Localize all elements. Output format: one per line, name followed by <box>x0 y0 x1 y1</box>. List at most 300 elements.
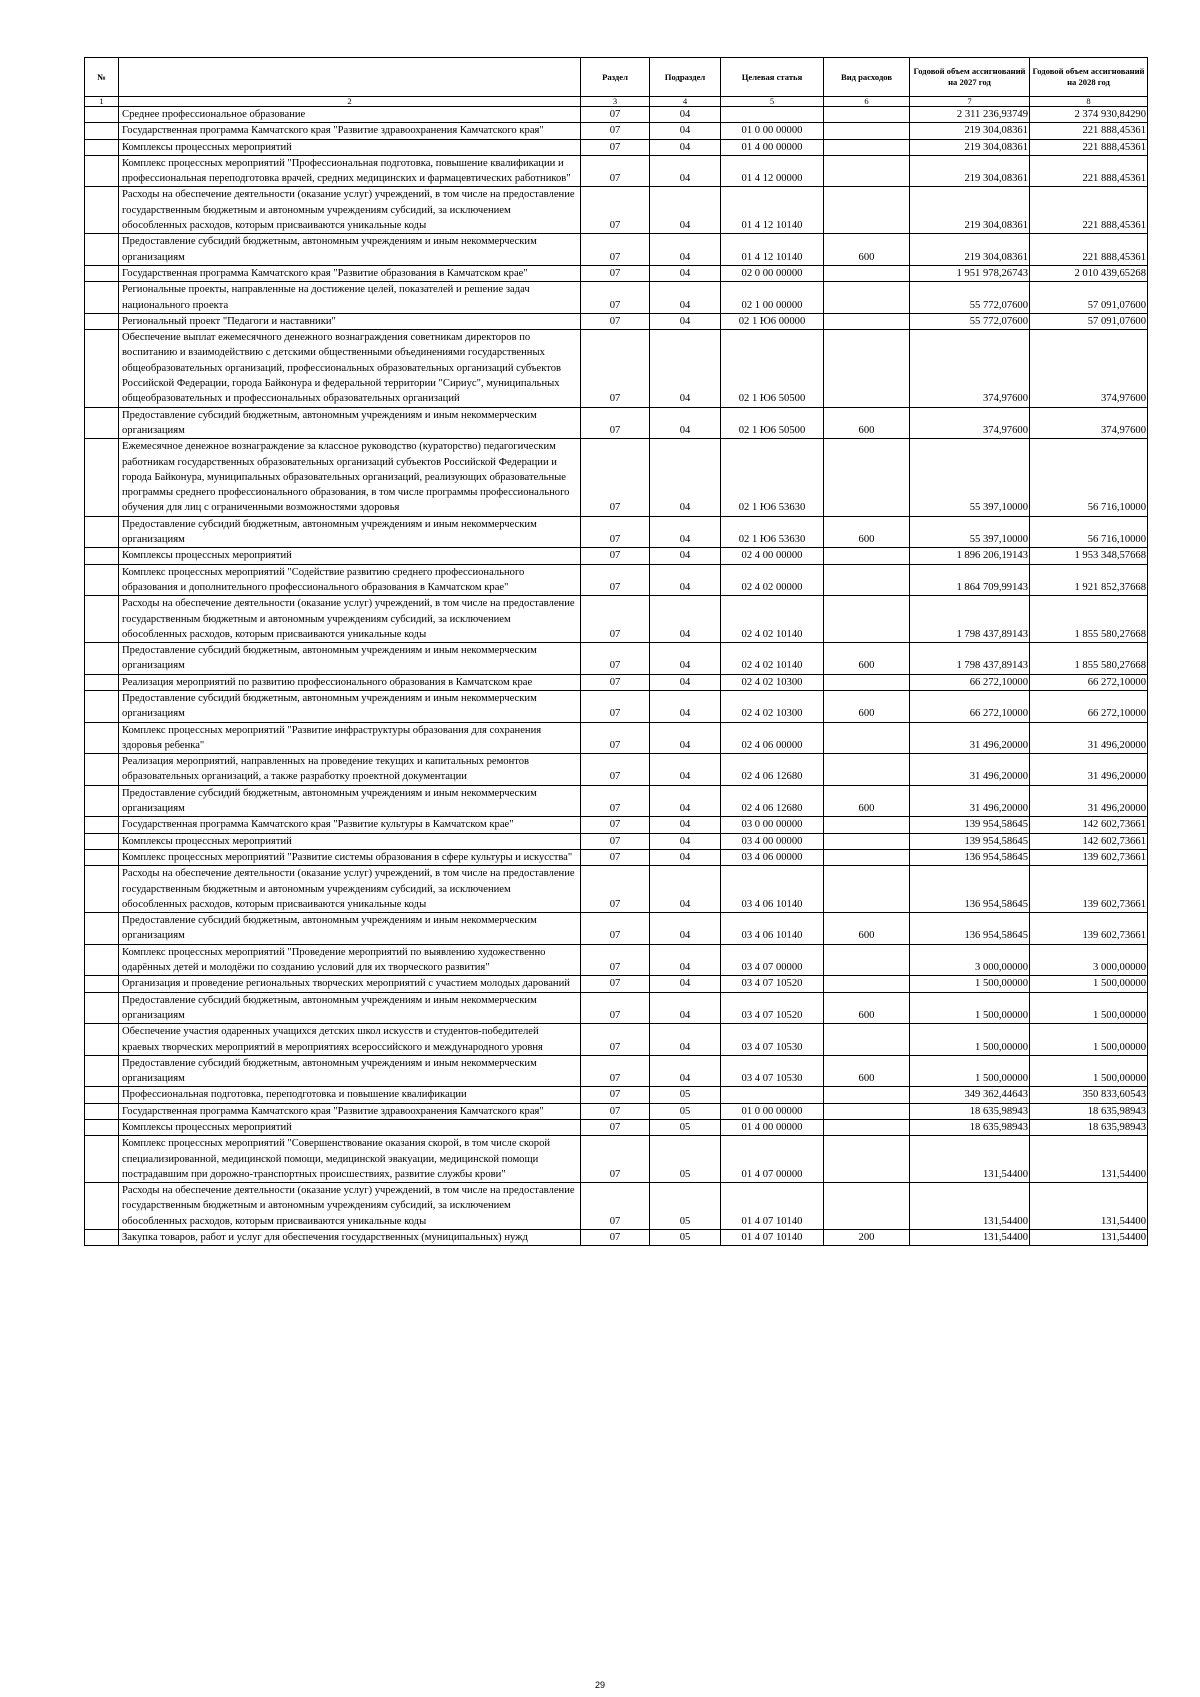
budget-table <box>84 57 1148 1246</box>
row-amount-2028: 1 500,00000 <box>1030 976 1148 992</box>
table-row <box>85 407 1148 439</box>
row-amount-2027: 18 635,98943 <box>910 1120 1030 1136</box>
row-amount-2028: 18 635,98943 <box>1030 1120 1148 1136</box>
row-target: 02 4 02 10140 <box>721 643 824 675</box>
row-target: 03 4 07 10530 <box>721 1024 824 1056</box>
row-target: 01 4 07 10140 <box>721 1230 824 1246</box>
column-number: 7 <box>910 97 1030 107</box>
row-name: Комплексы процессных мероприятий <box>119 548 581 564</box>
row-amount-2027: 31 496,20000 <box>910 754 1030 786</box>
row-name: Государственная программа Камчатского края "Развитие здравоохранения Камчатского края" <box>119 123 581 139</box>
row-number <box>85 1136 119 1183</box>
row-number <box>85 913 119 945</box>
row-number <box>85 1103 119 1119</box>
header-2027: Годовой объем ассигнований на 2027 год <box>910 58 1030 97</box>
header-razdel: Раздел <box>581 58 650 97</box>
row-vid <box>824 1183 910 1230</box>
row-amount-2027: 219 304,08361 <box>910 155 1030 187</box>
row-target: 01 4 12 10140 <box>721 234 824 266</box>
row-podrazdel: 05 <box>650 1183 721 1230</box>
row-podrazdel: 04 <box>650 155 721 187</box>
header-2028: Годовой объем ассигнований на 2028 год <box>1030 58 1148 97</box>
row-vid <box>824 439 910 516</box>
table-row <box>85 564 1148 596</box>
header-vid: Вид расходов <box>824 58 910 97</box>
row-amount-2028: 57 091,07600 <box>1030 313 1148 329</box>
table-row <box>85 754 1148 786</box>
row-podrazdel: 04 <box>650 674 721 690</box>
row-target <box>721 1087 824 1103</box>
row-amount-2027: 139 954,58645 <box>910 817 1030 833</box>
row-number <box>85 944 119 976</box>
row-amount-2027: 1 500,00000 <box>910 992 1030 1024</box>
row-amount-2027: 55 772,07600 <box>910 282 1030 314</box>
row-razdel: 07 <box>581 849 650 865</box>
table-row <box>85 913 1148 945</box>
row-razdel: 07 <box>581 913 650 945</box>
row-vid <box>824 155 910 187</box>
row-vid: 600 <box>824 992 910 1024</box>
table-row <box>85 123 1148 139</box>
row-vid: 600 <box>824 643 910 675</box>
row-name: Государственная программа Камчатского края "Развитие культуры в Камчатском крае" <box>119 817 581 833</box>
row-podrazdel: 04 <box>650 439 721 516</box>
row-amount-2028: 66 272,10000 <box>1030 674 1148 690</box>
row-number <box>85 313 119 329</box>
row-target: 03 4 06 10140 <box>721 866 824 913</box>
row-target: 02 1 Ю6 53630 <box>721 439 824 516</box>
row-target: 02 4 00 00000 <box>721 548 824 564</box>
row-number <box>85 1183 119 1230</box>
row-amount-2028: 2 010 439,65268 <box>1030 265 1148 281</box>
row-name: Предоставление субсидий бюджетным, автономным учреждениям и иным некоммерческим организациям <box>119 516 581 548</box>
row-target: 03 4 07 10520 <box>721 976 824 992</box>
row-razdel: 07 <box>581 1055 650 1087</box>
table-row <box>85 1136 1148 1183</box>
row-amount-2028: 1 921 852,37668 <box>1030 564 1148 596</box>
row-podrazdel: 04 <box>650 690 721 722</box>
row-amount-2027: 374,97600 <box>910 407 1030 439</box>
row-number <box>85 155 119 187</box>
row-razdel: 07 <box>581 1136 650 1183</box>
row-podrazdel: 04 <box>650 407 721 439</box>
row-name: Профессиональная подготовка, переподготовка и повышение квалификации <box>119 1087 581 1103</box>
row-amount-2028: 31 496,20000 <box>1030 722 1148 754</box>
row-razdel: 07 <box>581 976 650 992</box>
row-name: Среднее профессиональное образование <box>119 107 581 123</box>
row-amount-2027: 1 896 206,19143 <box>910 548 1030 564</box>
row-podrazdel: 04 <box>650 722 721 754</box>
row-vid <box>824 866 910 913</box>
row-amount-2027: 66 272,10000 <box>910 690 1030 722</box>
row-podrazdel: 04 <box>650 944 721 976</box>
row-name: Расходы на обеспечение деятельности (оказание услуг) учреждений, в том числе на предоставление государственным бюджетным и автономным учреждениям субсидий, за исключением обособленных расходов, которым присваиваются уникальные коды <box>119 187 581 234</box>
table-row <box>85 944 1148 976</box>
row-podrazdel: 04 <box>650 187 721 234</box>
row-razdel: 07 <box>581 690 650 722</box>
row-podrazdel: 04 <box>650 754 721 786</box>
row-name: Комплекс процессных мероприятий "Содействие развитию среднего профессионального образования и дополнительного профессионального образования в Камчатском крае" <box>119 564 581 596</box>
row-vid <box>824 330 910 407</box>
row-podrazdel: 04 <box>650 596 721 643</box>
row-razdel: 07 <box>581 155 650 187</box>
row-vid: 600 <box>824 407 910 439</box>
page-number: 29 <box>594 1680 605 1690</box>
table-row <box>85 107 1148 123</box>
row-amount-2027: 18 635,98943 <box>910 1103 1030 1119</box>
row-amount-2028: 139 602,73661 <box>1030 913 1148 945</box>
row-target: 02 4 02 10140 <box>721 596 824 643</box>
row-target: 03 4 06 10140 <box>721 913 824 945</box>
row-number <box>85 439 119 516</box>
row-vid <box>824 817 910 833</box>
row-razdel: 07 <box>581 516 650 548</box>
row-amount-2027: 3 000,00000 <box>910 944 1030 976</box>
row-amount-2028: 139 602,73661 <box>1030 849 1148 865</box>
row-amount-2027: 136 954,58645 <box>910 866 1030 913</box>
row-number <box>85 722 119 754</box>
row-podrazdel: 04 <box>650 139 721 155</box>
row-amount-2028: 131,54400 <box>1030 1136 1148 1183</box>
row-name: Обеспечение выплат ежемесячного денежного вознаграждения советникам директоров по воспитанию и взаимодействию с детскими общественными объединениями государственных общеобразовательных организаций, профессиональных образовательных организаций субъектов Российской Федерации, города Байконура и федеральной территории "Сириус", муниципальных общеобразовательных и профессиональных образовательных организаций <box>119 330 581 407</box>
row-razdel: 07 <box>581 785 650 817</box>
row-number <box>85 407 119 439</box>
row-podrazdel: 04 <box>650 564 721 596</box>
column-number: 4 <box>650 97 721 107</box>
row-razdel: 07 <box>581 944 650 976</box>
row-podrazdel: 04 <box>650 107 721 123</box>
row-podrazdel: 04 <box>650 849 721 865</box>
row-amount-2028: 142 602,73661 <box>1030 833 1148 849</box>
row-amount-2027: 31 496,20000 <box>910 722 1030 754</box>
row-razdel: 07 <box>581 407 650 439</box>
row-target: 03 4 07 10520 <box>721 992 824 1024</box>
row-amount-2028: 1 855 580,27668 <box>1030 643 1148 675</box>
row-podrazdel: 04 <box>650 913 721 945</box>
row-number <box>85 1055 119 1087</box>
table-row <box>85 1024 1148 1056</box>
row-number <box>85 596 119 643</box>
row-vid: 600 <box>824 690 910 722</box>
row-name: Комплекс процессных мероприятий "Развитие системы образования в сфере культуры и искусства" <box>119 849 581 865</box>
row-razdel: 07 <box>581 139 650 155</box>
row-name: Предоставление субсидий бюджетным, автономным учреждениям и иным некоммерческим организациям <box>119 992 581 1024</box>
row-amount-2028: 66 272,10000 <box>1030 690 1148 722</box>
row-vid <box>824 1103 910 1119</box>
row-razdel: 07 <box>581 674 650 690</box>
row-number <box>85 833 119 849</box>
row-name: Комплексы процессных мероприятий <box>119 1120 581 1136</box>
row-amount-2028: 131,54400 <box>1030 1230 1148 1246</box>
row-amount-2027: 1 864 709,99143 <box>910 564 1030 596</box>
row-amount-2027: 374,97600 <box>910 330 1030 407</box>
row-amount-2028: 221 888,45361 <box>1030 234 1148 266</box>
row-target: 02 0 00 00000 <box>721 265 824 281</box>
row-target: 02 1 Ю6 50500 <box>721 330 824 407</box>
row-name: Реализация мероприятий, направленных на проведение текущих и капитальных ремонтов образовательных организаций, а также разработку проектной документации <box>119 754 581 786</box>
row-amount-2027: 55 397,10000 <box>910 516 1030 548</box>
row-razdel: 07 <box>581 548 650 564</box>
row-podrazdel: 04 <box>650 1024 721 1056</box>
row-vid <box>824 107 910 123</box>
row-razdel: 07 <box>581 817 650 833</box>
row-number <box>85 690 119 722</box>
row-razdel: 07 <box>581 123 650 139</box>
row-razdel: 07 <box>581 439 650 516</box>
table-row <box>85 516 1148 548</box>
row-vid <box>824 976 910 992</box>
row-number <box>85 516 119 548</box>
row-amount-2028: 1 500,00000 <box>1030 1024 1148 1056</box>
row-amount-2027: 1 951 978,26743 <box>910 265 1030 281</box>
row-number <box>85 282 119 314</box>
row-amount-2027: 219 304,08361 <box>910 139 1030 155</box>
row-vid <box>824 123 910 139</box>
row-podrazdel: 04 <box>650 976 721 992</box>
row-name: Государственная программа Камчатского края "Развитие образования в Камчатском крае" <box>119 265 581 281</box>
table-row <box>85 976 1148 992</box>
row-target: 03 4 07 10530 <box>721 1055 824 1087</box>
row-target: 02 4 06 12680 <box>721 754 824 786</box>
row-amount-2027: 136 954,58645 <box>910 913 1030 945</box>
row-number <box>85 1024 119 1056</box>
row-amount-2027: 131,54400 <box>910 1136 1030 1183</box>
table-row <box>85 234 1148 266</box>
header-name <box>119 58 581 97</box>
row-amount-2027: 219 304,08361 <box>910 234 1030 266</box>
row-vid <box>824 754 910 786</box>
table-row <box>85 313 1148 329</box>
table-row <box>85 992 1148 1024</box>
table-row <box>85 330 1148 407</box>
row-name: Расходы на обеспечение деятельности (оказание услуг) учреждений, в том числе на предоставление государственным бюджетным и автономным учреждениям субсидий, за исключением обособленных расходов, которым присваиваются уникальные коды <box>119 596 581 643</box>
row-target: 02 1 Ю6 53630 <box>721 516 824 548</box>
row-razdel: 07 <box>581 833 650 849</box>
row-name: Организация и проведение региональных творческих мероприятий с участием молодых дарований <box>119 976 581 992</box>
row-podrazdel: 04 <box>650 548 721 564</box>
row-number <box>85 1120 119 1136</box>
row-razdel: 07 <box>581 234 650 266</box>
row-podrazdel: 04 <box>650 330 721 407</box>
row-podrazdel: 04 <box>650 516 721 548</box>
column-number: 2 <box>119 97 581 107</box>
row-razdel: 07 <box>581 1087 650 1103</box>
row-number <box>85 643 119 675</box>
row-amount-2027: 55 397,10000 <box>910 439 1030 516</box>
row-number <box>85 866 119 913</box>
row-vid: 600 <box>824 1055 910 1087</box>
row-vid <box>824 722 910 754</box>
table-row <box>85 1183 1148 1230</box>
row-razdel: 07 <box>581 1183 650 1230</box>
row-name: Комплексы процессных мероприятий <box>119 139 581 155</box>
table-row <box>85 265 1148 281</box>
row-amount-2027: 131,54400 <box>910 1230 1030 1246</box>
row-target: 01 0 00 00000 <box>721 1103 824 1119</box>
row-number <box>85 139 119 155</box>
row-name: Государственная программа Камчатского края "Развитие здравоохранения Камчатского края" <box>119 1103 581 1119</box>
row-amount-2028: 18 635,98943 <box>1030 1103 1148 1119</box>
row-name: Предоставление субсидий бюджетным, автономным учреждениям и иным некоммерческим организациям <box>119 643 581 675</box>
row-target: 01 4 07 00000 <box>721 1136 824 1183</box>
row-number <box>85 849 119 865</box>
row-amount-2027: 131,54400 <box>910 1183 1030 1230</box>
row-number <box>85 107 119 123</box>
row-number <box>85 674 119 690</box>
row-vid <box>824 187 910 234</box>
row-podrazdel: 04 <box>650 866 721 913</box>
row-amount-2028: 139 602,73661 <box>1030 866 1148 913</box>
row-target: 02 4 02 10300 <box>721 674 824 690</box>
table-row <box>85 439 1148 516</box>
row-amount-2028: 350 833,60543 <box>1030 1087 1148 1103</box>
row-target: 02 4 06 00000 <box>721 722 824 754</box>
row-amount-2028: 142 602,73661 <box>1030 817 1148 833</box>
row-name: Ежемесячное денежное вознаграждение за классное руководство (кураторство) педагогическим работникам государственных образовательных организаций субъектов Российской Федерации и города Байконура, муниципальных образовательных организаций, реализующих образовательные программы среднего профессионального образования, в том числе программы профессионального обучения для лиц с ограниченными возможностями здоровья <box>119 439 581 516</box>
row-amount-2027: 1 500,00000 <box>910 976 1030 992</box>
row-vid: 600 <box>824 785 910 817</box>
row-razdel: 07 <box>581 187 650 234</box>
row-name: Предоставление субсидий бюджетным, автономным учреждениям и иным некоммерческим организациям <box>119 913 581 945</box>
row-name: Региональные проекты, направленные на достижение целей, показателей и решение задач национального проекта <box>119 282 581 314</box>
row-target: 02 4 02 10300 <box>721 690 824 722</box>
row-target: 02 1 Ю6 50500 <box>721 407 824 439</box>
row-razdel: 07 <box>581 643 650 675</box>
row-target: 03 0 00 00000 <box>721 817 824 833</box>
row-amount-2028: 57 091,07600 <box>1030 282 1148 314</box>
row-podrazdel: 05 <box>650 1136 721 1183</box>
row-name: Комплекс процессных мероприятий "Совершенствование оказания скорой, в том числе скорой специализированной, медицинской помощи, медицинской эвакуации, медицинской помощи пострадавшим при дорожно-транспортных происшествиях, развитие службы крови" <box>119 1136 581 1183</box>
row-podrazdel: 04 <box>650 785 721 817</box>
row-number <box>85 234 119 266</box>
row-vid <box>824 265 910 281</box>
header-target: Целевая статья <box>721 58 824 97</box>
row-vid <box>824 1087 910 1103</box>
row-name: Комплекс процессных мероприятий "Профессиональная подготовка, повышение квалификации и профессиональная переподготовка врачей, средних медицинских и фармацевтических работников" <box>119 155 581 187</box>
row-amount-2028: 131,54400 <box>1030 1183 1148 1230</box>
row-amount-2028: 2 374 930,84290 <box>1030 107 1148 123</box>
row-vid: 600 <box>824 913 910 945</box>
row-vid: 600 <box>824 516 910 548</box>
row-amount-2028: 374,97600 <box>1030 330 1148 407</box>
row-razdel: 07 <box>581 596 650 643</box>
row-podrazdel: 04 <box>650 817 721 833</box>
table-row <box>85 785 1148 817</box>
table-row <box>85 722 1148 754</box>
row-name: Предоставление субсидий бюджетным, автономным учреждениям и иным некоммерческим организациям <box>119 407 581 439</box>
table-row <box>85 674 1148 690</box>
table-row <box>85 1120 1148 1136</box>
row-amount-2028: 56 716,10000 <box>1030 439 1148 516</box>
row-podrazdel: 05 <box>650 1230 721 1246</box>
row-amount-2027: 349 362,44643 <box>910 1087 1030 1103</box>
row-vid: 600 <box>824 234 910 266</box>
row-target: 02 1 00 00000 <box>721 282 824 314</box>
row-number <box>85 976 119 992</box>
row-number <box>85 1087 119 1103</box>
row-name: Обеспечение участия одаренных учащихся детских школ искусств и студентов-победителей краевых творческих мероприятий в мероприятиях всероссийского и международного уровня <box>119 1024 581 1056</box>
row-razdel: 07 <box>581 754 650 786</box>
column-number-row <box>85 97 1148 107</box>
row-amount-2028: 1 500,00000 <box>1030 1055 1148 1087</box>
row-amount-2027: 1 798 437,89143 <box>910 596 1030 643</box>
row-amount-2027: 66 272,10000 <box>910 674 1030 690</box>
row-amount-2028: 31 496,20000 <box>1030 754 1148 786</box>
row-name: Предоставление субсидий бюджетным, автономным учреждениям и иным некоммерческим организациям <box>119 785 581 817</box>
row-name: Комплекс процессных мероприятий "Проведение мероприятий по выявлению художественно одарённых детей и молодёжи по созданию условий для их творческого развития" <box>119 944 581 976</box>
row-vid <box>824 564 910 596</box>
column-number: 6 <box>824 97 910 107</box>
row-amount-2028: 31 496,20000 <box>1030 785 1148 817</box>
row-number <box>85 992 119 1024</box>
column-number: 8 <box>1030 97 1148 107</box>
row-target: 02 1 Ю6 00000 <box>721 313 824 329</box>
row-podrazdel: 04 <box>650 1055 721 1087</box>
row-target: 01 4 00 00000 <box>721 139 824 155</box>
row-target: 01 4 00 00000 <box>721 1120 824 1136</box>
row-amount-2027: 55 772,07600 <box>910 313 1030 329</box>
row-target: 01 0 00 00000 <box>721 123 824 139</box>
row-razdel: 07 <box>581 992 650 1024</box>
table-row <box>85 690 1148 722</box>
row-amount-2027: 136 954,58645 <box>910 849 1030 865</box>
header-row <box>85 58 1148 97</box>
row-target: 01 4 12 00000 <box>721 155 824 187</box>
row-name: Предоставление субсидий бюджетным, автономным учреждениям и иным некоммерческим организациям <box>119 234 581 266</box>
row-vid <box>824 944 910 976</box>
row-number <box>85 548 119 564</box>
row-name: Предоставление субсидий бюджетным, автономным учреждениям и иным некоммерческим организациям <box>119 1055 581 1087</box>
row-name: Предоставление субсидий бюджетным, автономным учреждениям и иным некоммерческим организациям <box>119 690 581 722</box>
row-amount-2028: 1 500,00000 <box>1030 992 1148 1024</box>
row-amount-2027: 31 496,20000 <box>910 785 1030 817</box>
table-row <box>85 139 1148 155</box>
row-target: 03 4 07 00000 <box>721 944 824 976</box>
row-number <box>85 123 119 139</box>
header-podrazdel: Подраздел <box>650 58 721 97</box>
table-row <box>85 1230 1148 1246</box>
row-razdel: 07 <box>581 866 650 913</box>
row-razdel: 07 <box>581 282 650 314</box>
column-number: 1 <box>85 97 119 107</box>
column-number: 5 <box>721 97 824 107</box>
row-vid <box>824 282 910 314</box>
row-razdel: 07 <box>581 1230 650 1246</box>
row-podrazdel: 04 <box>650 265 721 281</box>
row-number <box>85 564 119 596</box>
row-amount-2028: 221 888,45361 <box>1030 187 1148 234</box>
row-amount-2027: 1 500,00000 <box>910 1024 1030 1056</box>
row-name: Региональный проект "Педагоги и наставники" <box>119 313 581 329</box>
row-name: Расходы на обеспечение деятельности (оказание услуг) учреждений, в том числе на предоставление государственным бюджетным и автономным учреждениям субсидий, за исключением обособленных расходов, которым присваиваются уникальные коды <box>119 866 581 913</box>
row-number <box>85 817 119 833</box>
row-razdel: 07 <box>581 107 650 123</box>
row-amount-2027: 139 954,58645 <box>910 833 1030 849</box>
row-amount-2027: 219 304,08361 <box>910 123 1030 139</box>
row-razdel: 07 <box>581 564 650 596</box>
row-podrazdel: 05 <box>650 1120 721 1136</box>
row-vid <box>824 849 910 865</box>
row-amount-2028: 1 855 580,27668 <box>1030 596 1148 643</box>
column-number: 3 <box>581 97 650 107</box>
row-podrazdel: 04 <box>650 313 721 329</box>
row-vid <box>824 313 910 329</box>
row-razdel: 07 <box>581 330 650 407</box>
row-vid: 200 <box>824 1230 910 1246</box>
table-row <box>85 643 1148 675</box>
table-row <box>85 155 1148 187</box>
table-row <box>85 833 1148 849</box>
